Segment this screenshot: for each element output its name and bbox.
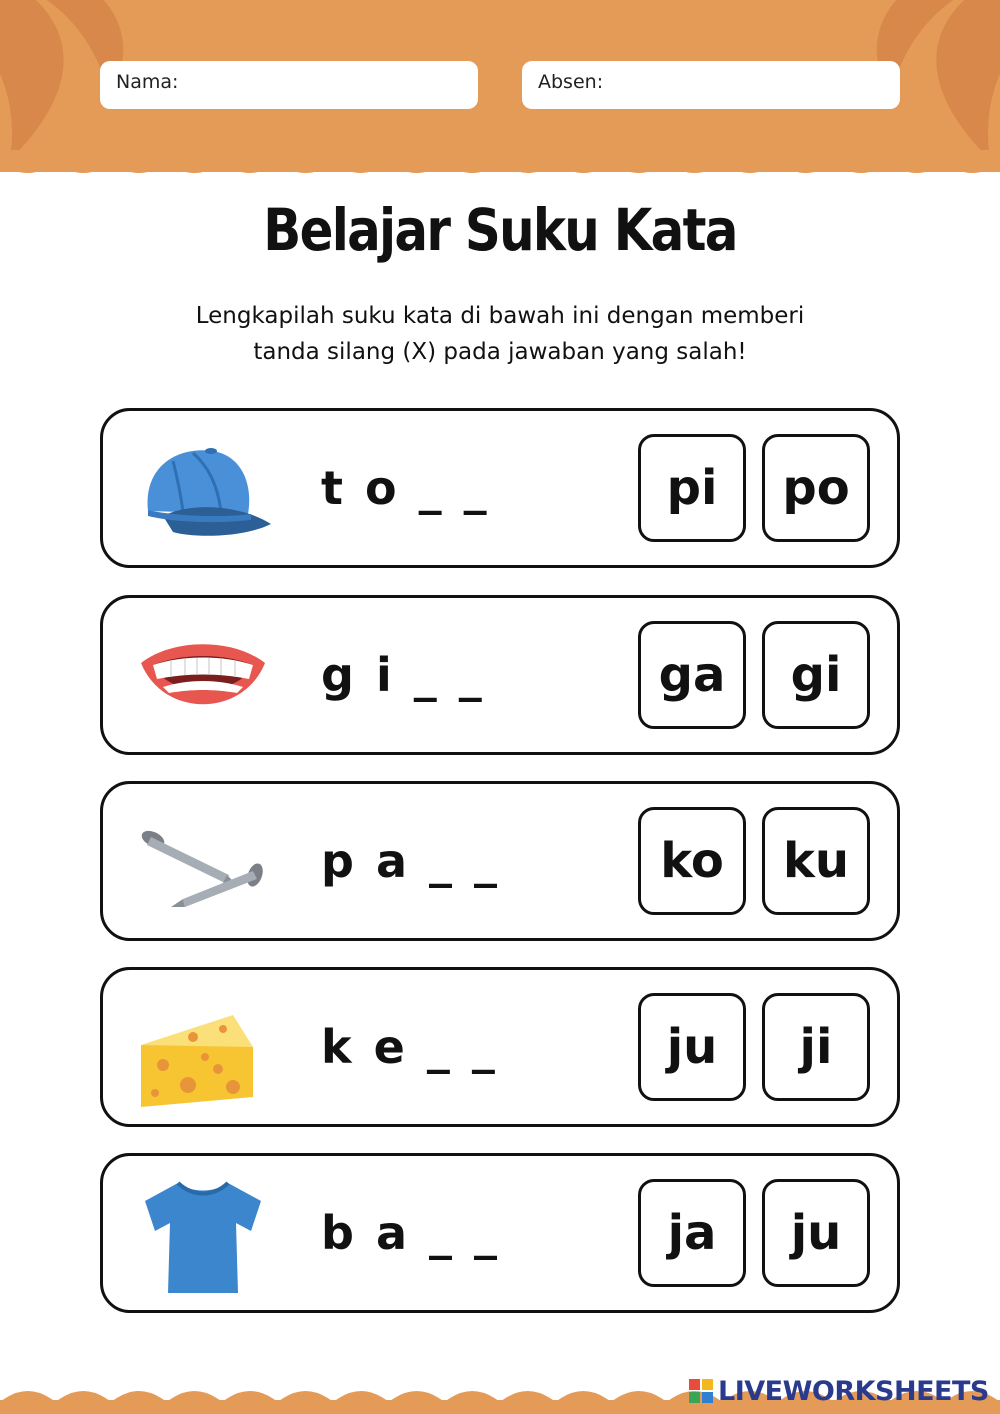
exercise-row	[100, 781, 900, 941]
option-button[interactable]: gi	[762, 621, 870, 729]
option-button[interactable]: po	[762, 434, 870, 542]
exercise-row	[100, 967, 900, 1127]
absen-field[interactable]	[522, 61, 900, 109]
syllable-word: t o _ _	[321, 461, 490, 515]
exercise-row	[100, 595, 900, 755]
option-button[interactable]: ji	[762, 993, 870, 1101]
option-button[interactable]: pi	[638, 434, 746, 542]
mouth-teeth-icon	[133, 613, 273, 738]
scallop-edge-top	[0, 150, 1000, 180]
name-label: Nama:	[116, 71, 179, 93]
syllable-word: g i _ _	[321, 648, 485, 702]
cap-icon	[133, 426, 273, 551]
scallop-shape	[0, 150, 1000, 173]
option-button[interactable]: ga	[638, 621, 746, 729]
option-button[interactable]: ju	[762, 1179, 870, 1287]
nails-icon	[133, 799, 273, 924]
cheese-icon	[133, 985, 273, 1110]
syllable-word: b a _ _	[321, 1206, 501, 1260]
syllable-word: k e _ _	[321, 1020, 498, 1074]
liveworksheets-logo-icon	[688, 1378, 714, 1404]
option-button[interactable]: ja	[638, 1179, 746, 1287]
instruction-line-1: Lengkapilah suku kata di bawah ini dengan memberi	[195, 303, 805, 329]
option-button[interactable]: ju	[638, 993, 746, 1101]
name-field[interactable]	[100, 61, 478, 109]
brand-name: LIVEWORKSHEETS	[718, 1375, 989, 1407]
exercise-row	[100, 408, 900, 568]
page-title: Belajar Suku Kata	[263, 196, 737, 264]
syllable-word: p a _ _	[321, 834, 501, 888]
brand-logo	[688, 1374, 989, 1408]
instruction-text	[120, 298, 880, 370]
exercise-row	[100, 1153, 900, 1313]
option-button[interactable]: ko	[638, 807, 746, 915]
instruction-line-2: tanda silang (X) pada jawaban yang salah!	[253, 339, 747, 365]
absen-label: Absen:	[538, 71, 604, 93]
option-button[interactable]: ku	[762, 807, 870, 915]
shirt-icon	[133, 1171, 273, 1296]
